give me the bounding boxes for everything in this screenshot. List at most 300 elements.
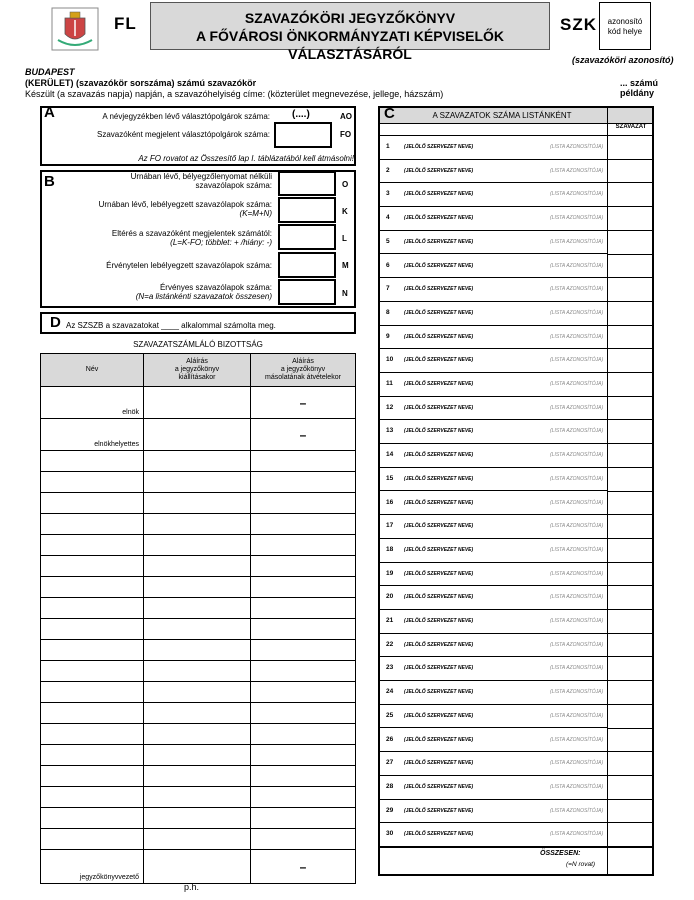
list-row-number: 15 bbox=[386, 474, 394, 482]
b-row-l-label bbox=[60, 229, 272, 247]
nominating-org-name: (JELÖLŐ SZERVEZET NEVE) bbox=[404, 689, 474, 696]
name-cell[interactable] bbox=[41, 745, 144, 766]
count-times-text: Az SZSZB a szavazatokat ____ alkalommal számolta meg. bbox=[66, 321, 276, 330]
vote-cell-divider[interactable] bbox=[607, 728, 654, 729]
committee-table bbox=[40, 353, 356, 884]
vote-cell-divider[interactable] bbox=[607, 491, 654, 492]
list-identifier: (LISTA AZONOSÍTÓJA) bbox=[550, 286, 604, 293]
section-b-letter: B bbox=[44, 173, 55, 190]
vote-cell-divider[interactable] bbox=[607, 277, 654, 278]
vote-cell-divider[interactable] bbox=[607, 822, 654, 823]
made-line: Készült (a szavazás napja) napján, a szavazóhelyiség címe: (közterület megnevezése, jellege, házszám) bbox=[25, 89, 444, 99]
registered-voters-value: (....) bbox=[292, 109, 310, 120]
signature-cell[interactable] bbox=[251, 766, 356, 787]
name-cell[interactable] bbox=[41, 598, 144, 619]
list-row-number: 28 bbox=[386, 782, 394, 790]
list-identifier: (LISTA AZONOSÍTÓJA) bbox=[550, 191, 604, 198]
list-row-number: 17 bbox=[386, 522, 394, 530]
signature-cell[interactable] bbox=[251, 451, 356, 472]
vote-cell-divider[interactable] bbox=[607, 633, 654, 634]
nominating-org-name: (JELÖLŐ SZERVEZET NEVE) bbox=[404, 665, 474, 672]
nominating-org-name: (JELÖLŐ SZERVEZET NEVE) bbox=[404, 191, 474, 198]
stamp-place: p.h. bbox=[184, 882, 200, 892]
nominating-org-name: (JELÖLŐ SZERVEZET NEVE) bbox=[404, 428, 474, 435]
list-identifier: (LISTA AZONOSÍTÓJA) bbox=[550, 831, 604, 838]
list-row-number: 19 bbox=[386, 569, 394, 577]
coat-of-arms-icon bbox=[50, 6, 100, 52]
table-row bbox=[41, 387, 356, 419]
col-sign-issue-1: Aláírás bbox=[186, 358, 208, 365]
signature-cell[interactable] bbox=[251, 556, 356, 577]
list-row-number: 24 bbox=[386, 688, 394, 696]
signature-cell[interactable] bbox=[144, 682, 251, 703]
col-name: Név bbox=[41, 354, 144, 387]
table-row bbox=[41, 829, 356, 850]
vote-cell-divider[interactable] bbox=[607, 609, 654, 610]
list-identifier: (LISTA AZONOSÍTÓJA) bbox=[550, 475, 604, 482]
name-cell[interactable] bbox=[41, 724, 144, 745]
list-row bbox=[380, 420, 607, 444]
list-identifier: (LISTA AZONOSÍTÓJA) bbox=[550, 499, 604, 506]
b-row-m-label-1: Érvénytelen lebélyegzett szavazólapok száma: bbox=[106, 261, 272, 270]
list-identifier: (LISTA AZONOSÍTÓJA) bbox=[550, 523, 604, 530]
nominating-org-name: (JELÖLŐ SZERVEZET NEVE) bbox=[404, 357, 474, 364]
list-identifier: (LISTA AZONOSÍTÓJA) bbox=[550, 665, 604, 672]
list-row bbox=[380, 136, 607, 160]
table-row bbox=[41, 766, 356, 787]
nominating-org-name: (JELÖLŐ SZERVEZET NEVE) bbox=[404, 736, 474, 743]
signature-cell[interactable] bbox=[144, 598, 251, 619]
role-vice-chair[interactable]: elnökhelyettes bbox=[41, 419, 144, 451]
table-row bbox=[41, 640, 356, 661]
code-m: M bbox=[342, 261, 349, 270]
signature-cell[interactable] bbox=[144, 535, 251, 556]
list-row bbox=[380, 231, 607, 255]
vote-cell-divider[interactable] bbox=[607, 348, 654, 349]
signature-cell[interactable] bbox=[144, 577, 251, 598]
table-row bbox=[41, 514, 356, 535]
list-row bbox=[380, 586, 607, 610]
table-row bbox=[41, 535, 356, 556]
list-row bbox=[380, 492, 607, 516]
table-row bbox=[41, 451, 356, 472]
nominating-org-name: (JELÖLŐ SZERVEZET NEVE) bbox=[404, 594, 474, 601]
list-row-number: 29 bbox=[386, 806, 394, 814]
list-identifier: (LISTA AZONOSÍTÓJA) bbox=[550, 404, 604, 411]
list-identifier: (LISTA AZONOSÍTÓJA) bbox=[550, 760, 604, 767]
signature-cell[interactable] bbox=[251, 493, 356, 514]
signature-cell[interactable] bbox=[144, 556, 251, 577]
nominating-org-name: (JELÖLŐ SZERVEZET NEVE) bbox=[404, 262, 474, 269]
name-cell[interactable] bbox=[41, 682, 144, 703]
list-identifier: (LISTA AZONOSÍTÓJA) bbox=[550, 144, 604, 150]
list-row bbox=[380, 823, 607, 847]
signature-cell[interactable] bbox=[251, 787, 356, 808]
table-row bbox=[41, 419, 356, 451]
signature-cell[interactable] bbox=[251, 472, 356, 493]
signature-cell[interactable] bbox=[251, 598, 356, 619]
signature-cell[interactable] bbox=[144, 640, 251, 661]
list-row-number: 7 bbox=[386, 285, 390, 293]
nominating-org-name: (JELÖLŐ SZERVEZET NEVE) bbox=[404, 452, 474, 459]
nominating-org-name: (JELÖLŐ SZERVEZET NEVE) bbox=[404, 333, 474, 340]
table-row bbox=[41, 724, 356, 745]
list-row bbox=[380, 444, 607, 468]
list-row-number: 30 bbox=[386, 830, 394, 838]
list-identifier: (LISTA AZONOSÍTÓJA) bbox=[550, 618, 604, 624]
list-identifier: (LISTA AZONOSÍTÓJA) bbox=[550, 783, 604, 790]
signature-cell[interactable] bbox=[144, 745, 251, 766]
nominating-org-name: (JELÖLŐ SZERVEZET NEVE) bbox=[404, 618, 474, 624]
stamped-ballots-input[interactable] bbox=[278, 197, 336, 223]
vote-cell-divider[interactable] bbox=[607, 159, 654, 160]
signature-cell[interactable] bbox=[251, 808, 356, 829]
list-row bbox=[380, 207, 607, 231]
list-identifier: (LISTA AZONOSÍTÓJA) bbox=[550, 546, 604, 553]
table-row bbox=[41, 556, 356, 577]
list-identifier: (LISTA AZONOSÍTÓJA) bbox=[550, 167, 604, 174]
code-k: K bbox=[342, 207, 348, 216]
signature-cell[interactable]: – bbox=[251, 419, 356, 451]
role-chair[interactable]: elnök bbox=[41, 387, 144, 419]
list-row bbox=[380, 563, 607, 587]
vote-cell-divider[interactable] bbox=[607, 680, 654, 681]
list-row-number: 26 bbox=[386, 735, 394, 743]
vote-cell-divider[interactable] bbox=[607, 206, 654, 207]
list-row bbox=[380, 681, 607, 705]
nominating-org-name: (JELÖLŐ SZERVEZET NEVE) bbox=[404, 309, 474, 316]
list-row bbox=[380, 610, 607, 634]
col-sign-copy-2: a jegyzőkönyv bbox=[280, 366, 326, 373]
appeared-voters-input[interactable] bbox=[274, 122, 332, 148]
list-row-number: 9 bbox=[386, 332, 390, 340]
list-identifier: (LISTA AZONOSÍTÓJA) bbox=[550, 689, 604, 696]
vote-cell-divider[interactable] bbox=[607, 538, 654, 539]
signature-cell[interactable] bbox=[144, 808, 251, 829]
name-cell[interactable] bbox=[41, 640, 144, 661]
city-label: BUDAPEST bbox=[25, 67, 75, 77]
col-sign-copy-1: Aláírás bbox=[292, 358, 314, 365]
nominating-org-name: (JELÖLŐ SZERVEZET NEVE) bbox=[404, 404, 474, 411]
signature-cell[interactable]: – bbox=[251, 387, 356, 419]
table-row bbox=[41, 745, 356, 766]
list-top-divider bbox=[380, 135, 654, 136]
id-caption: (szavazóköri azonosító) bbox=[572, 55, 674, 65]
list-row-number: 13 bbox=[386, 427, 394, 435]
form-code-right: SZK bbox=[560, 15, 597, 34]
list-row-number: 16 bbox=[386, 498, 394, 506]
list-row-number: 8 bbox=[386, 308, 390, 316]
vote-cell-divider[interactable] bbox=[607, 467, 654, 468]
name-cell[interactable] bbox=[41, 661, 144, 682]
vote-cell-divider[interactable] bbox=[607, 254, 654, 255]
vote-cell-divider[interactable] bbox=[607, 230, 654, 231]
document-title bbox=[150, 2, 550, 62]
name-cell[interactable] bbox=[41, 514, 144, 535]
b-row-k-label-1: Urnában lévő, lebélyegzett szavazólapok száma: bbox=[98, 200, 272, 209]
name-cell[interactable] bbox=[41, 535, 144, 556]
difference-input[interactable] bbox=[278, 224, 336, 250]
table-row bbox=[41, 787, 356, 808]
name-cell[interactable] bbox=[41, 493, 144, 514]
vote-cell-divider[interactable] bbox=[607, 751, 654, 752]
signature-cell[interactable]: – bbox=[251, 850, 356, 884]
table-row bbox=[41, 577, 356, 598]
list-identifier: (LISTA AZONOSÍTÓJA) bbox=[550, 215, 604, 222]
list-identifier: (LISTA AZONOSÍTÓJA) bbox=[550, 262, 604, 269]
list-row bbox=[380, 255, 607, 279]
form-code-left: FL bbox=[114, 14, 137, 33]
signature-cell[interactable] bbox=[251, 577, 356, 598]
col-sign-issue bbox=[144, 354, 251, 387]
list-identifier: (LISTA AZONOSÍTÓJA) bbox=[550, 357, 604, 364]
list-row bbox=[380, 183, 607, 207]
signature-cell[interactable] bbox=[144, 661, 251, 682]
code-fo: FO bbox=[340, 130, 352, 139]
vote-cell-divider[interactable] bbox=[607, 301, 654, 302]
signature-cell[interactable] bbox=[144, 387, 251, 419]
list-identifier: (LISTA AZONOSÍTÓJA) bbox=[550, 712, 604, 719]
name-cell[interactable] bbox=[41, 829, 144, 850]
name-cell[interactable] bbox=[41, 703, 144, 724]
nominating-org-name: (JELÖLŐ SZERVEZET NEVE) bbox=[404, 238, 474, 245]
signature-cell[interactable] bbox=[144, 472, 251, 493]
col-sign-issue-3: kiállításakor bbox=[178, 374, 216, 381]
list-row bbox=[380, 373, 607, 397]
vote-cell-divider[interactable] bbox=[607, 182, 654, 183]
name-cell[interactable] bbox=[41, 472, 144, 493]
list-row bbox=[380, 539, 607, 563]
list-identifier: (LISTA AZONOSÍTÓJA) bbox=[550, 736, 604, 743]
vote-cell-divider[interactable] bbox=[607, 656, 654, 657]
list-identifier: (LISTA AZONOSÍTÓJA) bbox=[550, 333, 604, 340]
nominating-org-name: (JELÖLŐ SZERVEZET NEVE) bbox=[404, 499, 474, 506]
nominating-org-name: (JELÖLŐ SZERVEZET NEVE) bbox=[404, 712, 474, 719]
nominating-org-name: (JELÖLŐ SZERVEZET NEVE) bbox=[404, 783, 474, 790]
signature-cell[interactable] bbox=[144, 514, 251, 535]
fo-note: Az FO rovatot az Összesítő lap I. táblázatából kell átmásolni! bbox=[138, 154, 354, 163]
b-row-o-label-1: Urnában lévő, bélyegzőlenyomat nélküli bbox=[130, 172, 272, 181]
total-sublabel: (=N rovat) bbox=[566, 861, 596, 868]
nominating-org-name: (JELÖLŐ SZERVEZET NEVE) bbox=[404, 546, 474, 553]
list-row-number: 12 bbox=[386, 403, 394, 411]
list-identifier: (LISTA AZONOSÍTÓJA) bbox=[550, 570, 604, 577]
nominating-org-name: (JELÖLŐ SZERVEZET NEVE) bbox=[404, 831, 474, 838]
b-row-o-label bbox=[60, 172, 272, 190]
col-sign-issue-2: a jegyzőkönyv bbox=[174, 366, 220, 373]
signature-cell[interactable] bbox=[144, 419, 251, 451]
votes-column-header: SZAVAZAT bbox=[615, 124, 647, 130]
code-ao: AO bbox=[340, 112, 352, 121]
list-identifier: (LISTA AZONOSÍTÓJA) bbox=[550, 594, 604, 601]
table-row bbox=[41, 808, 356, 829]
signature-cell[interactable] bbox=[251, 682, 356, 703]
vote-cell-divider[interactable] bbox=[607, 562, 654, 563]
name-cell[interactable] bbox=[41, 808, 144, 829]
list-row-number: 14 bbox=[386, 451, 394, 459]
id-box-line-1: azonosító bbox=[607, 17, 643, 26]
list-row-number: 27 bbox=[386, 759, 394, 767]
list-row-number: 20 bbox=[386, 593, 394, 601]
list-row bbox=[380, 634, 607, 658]
list-row-number: 21 bbox=[386, 617, 394, 624]
vote-cell-divider[interactable] bbox=[607, 704, 654, 705]
signature-cell[interactable] bbox=[144, 787, 251, 808]
list-row-number: 1 bbox=[386, 143, 390, 150]
nominating-org-name: (JELÖLŐ SZERVEZET NEVE) bbox=[404, 144, 474, 150]
b-row-n-label-1: Érvényes szavazólapok száma: bbox=[159, 283, 272, 292]
nominating-org-name: (JELÖLŐ SZERVEZET NEVE) bbox=[404, 641, 474, 648]
list-identifier: (LISTA AZONOSÍTÓJA) bbox=[550, 309, 604, 316]
title-line-1: SZAVAZÓKÖRI JEGYZŐKÖNYV bbox=[244, 10, 456, 26]
list-row bbox=[380, 729, 607, 753]
nominating-org-name: (JELÖLŐ SZERVEZET NEVE) bbox=[404, 167, 474, 174]
signature-cell[interactable] bbox=[251, 703, 356, 724]
signature-cell[interactable] bbox=[144, 703, 251, 724]
list-row bbox=[380, 326, 607, 350]
signature-cell[interactable] bbox=[251, 640, 356, 661]
table-row bbox=[41, 703, 356, 724]
total-label: ÖSSZESEN: bbox=[540, 850, 581, 857]
table-row bbox=[41, 598, 356, 619]
vote-cell-divider[interactable] bbox=[607, 585, 654, 586]
list-row bbox=[380, 468, 607, 492]
unstamped-ballots-input[interactable] bbox=[278, 171, 336, 196]
committee-title: SZAVAZATSZÁMLÁLÓ BIZOTTSÁG bbox=[133, 340, 263, 349]
b-row-k-label bbox=[60, 200, 272, 218]
list-identifier: (LISTA AZONOSÍTÓJA) bbox=[550, 238, 604, 245]
vote-cell-divider[interactable] bbox=[607, 325, 654, 326]
list-row-number: 25 bbox=[386, 711, 394, 719]
district-line: (KERÜLET) (szavazókör sorszáma) számú szavazókör bbox=[25, 78, 257, 88]
list-identifier: (LISTA AZONOSÍTÓJA) bbox=[550, 381, 604, 387]
name-cell[interactable] bbox=[41, 787, 144, 808]
signature-cell[interactable] bbox=[144, 766, 251, 787]
list-identifier: (LISTA AZONOSÍTÓJA) bbox=[550, 452, 604, 459]
b-row-n-label-2: (N=a listánkénti szavazatok összesen) bbox=[135, 292, 272, 301]
role-clerk[interactable]: jegyzőkönyvvezető bbox=[41, 850, 144, 884]
nominating-org-name: (JELÖLŐ SZERVEZET NEVE) bbox=[404, 570, 474, 577]
signature-cell[interactable] bbox=[144, 493, 251, 514]
signature-cell[interactable] bbox=[144, 619, 251, 640]
section-c-title: A SZAVAZATOK SZÁMA LISTÁNKÉNT bbox=[432, 111, 572, 120]
signature-cell[interactable] bbox=[251, 745, 356, 766]
nominating-org-name: (JELÖLŐ SZERVEZET NEVE) bbox=[404, 475, 474, 482]
section-d-letter: D bbox=[50, 314, 61, 331]
list-row-number: 23 bbox=[386, 664, 394, 672]
list-row bbox=[380, 657, 607, 681]
table-row bbox=[41, 661, 356, 682]
vote-cell-divider[interactable] bbox=[607, 775, 654, 776]
nominating-org-name: (JELÖLŐ SZERVEZET NEVE) bbox=[404, 286, 474, 293]
section-c-letter: C bbox=[384, 105, 395, 122]
list-row-number: 4 bbox=[386, 214, 390, 222]
list-row-number: 2 bbox=[386, 166, 390, 174]
signature-cell[interactable] bbox=[144, 724, 251, 745]
vote-cell-divider[interactable] bbox=[607, 372, 654, 373]
vote-cell-divider[interactable] bbox=[607, 514, 654, 515]
name-cell[interactable] bbox=[41, 556, 144, 577]
list-row-number: 22 bbox=[386, 640, 394, 648]
name-cell[interactable] bbox=[41, 577, 144, 598]
invalid-ballots-input[interactable] bbox=[278, 252, 336, 278]
col-sign-copy-3: másolatának átvételekor bbox=[265, 374, 341, 381]
list-identifier: (LISTA AZONOSÍTÓJA) bbox=[550, 428, 604, 435]
list-row-number: 6 bbox=[386, 261, 390, 269]
registered-voters-label: A névjegyzékben lévő választópolgárok száma: bbox=[102, 112, 270, 121]
nominating-org-name: (JELÖLŐ SZERVEZET NEVE) bbox=[404, 807, 474, 814]
list-row-number: 10 bbox=[386, 356, 394, 364]
valid-ballots-input[interactable] bbox=[278, 279, 336, 305]
name-cell[interactable] bbox=[41, 766, 144, 787]
list-row bbox=[380, 752, 607, 776]
signature-cell[interactable] bbox=[251, 661, 356, 682]
list-row-number: 3 bbox=[386, 190, 390, 198]
list-row-number: 18 bbox=[386, 545, 394, 553]
list-row bbox=[380, 160, 607, 184]
vote-cell-divider[interactable] bbox=[607, 443, 654, 444]
signature-cell[interactable] bbox=[251, 829, 356, 850]
list-row bbox=[380, 800, 607, 824]
code-n: N bbox=[342, 289, 348, 298]
list-row-number: 11 bbox=[386, 380, 393, 387]
nominating-org-name: (JELÖLŐ SZERVEZET NEVE) bbox=[404, 215, 474, 222]
list-row-number: 5 bbox=[386, 237, 390, 245]
nominating-org-name: (JELÖLŐ SZERVEZET NEVE) bbox=[404, 523, 474, 530]
name-cell[interactable] bbox=[41, 619, 144, 640]
b-row-l-label-2: (L=K-FO; többlet: + /hiány: -) bbox=[170, 238, 272, 247]
list-row bbox=[380, 776, 607, 800]
nominating-org-name: (JELÖLŐ SZERVEZET NEVE) bbox=[404, 381, 474, 387]
list-row bbox=[380, 349, 607, 373]
b-row-m-label bbox=[60, 261, 272, 270]
id-code-box bbox=[599, 2, 651, 50]
signature-cell[interactable] bbox=[144, 451, 251, 472]
list-identifier: (LISTA AZONOSÍTÓJA) bbox=[550, 807, 604, 814]
table-row bbox=[41, 619, 356, 640]
nominating-org-name: (JELÖLŐ SZERVEZET NEVE) bbox=[404, 760, 474, 767]
signature-cell[interactable] bbox=[144, 850, 251, 884]
signature-cell[interactable] bbox=[251, 724, 356, 745]
signature-cell[interactable] bbox=[144, 829, 251, 850]
total-divider bbox=[380, 847, 654, 848]
code-l: L bbox=[342, 234, 347, 243]
table-row bbox=[41, 682, 356, 703]
signature-cell[interactable] bbox=[251, 535, 356, 556]
id-box-line-2: kód helye bbox=[607, 27, 643, 36]
vote-cell-divider[interactable] bbox=[607, 799, 654, 800]
table-row bbox=[41, 472, 356, 493]
copies-label: ... számú példány bbox=[620, 78, 659, 98]
table-row bbox=[41, 493, 356, 514]
vote-cell-divider[interactable] bbox=[607, 396, 654, 397]
title-line-2: A FŐVÁROSI ÖNKORMÁNYZATI KÉPVISELŐK VÁLASZTÁSÁRÓL bbox=[195, 28, 504, 62]
vote-cell-divider[interactable] bbox=[607, 419, 654, 420]
list-row bbox=[380, 302, 607, 326]
list-row bbox=[380, 705, 607, 729]
list-row bbox=[380, 515, 607, 539]
b-row-n-label bbox=[60, 283, 272, 301]
b-row-l-label-1: Eltérés a szavazóként megjelentek számától: bbox=[111, 229, 272, 238]
signature-cell[interactable] bbox=[251, 619, 356, 640]
b-row-o-label-2: szavazólapok száma: bbox=[195, 181, 272, 190]
list-identifier: (LISTA AZONOSÍTÓJA) bbox=[550, 641, 604, 648]
code-o: O bbox=[342, 180, 349, 189]
list-row bbox=[380, 397, 607, 421]
signature-cell[interactable] bbox=[251, 514, 356, 535]
b-row-k-label-2: (K=M+N) bbox=[239, 209, 272, 218]
name-cell[interactable] bbox=[41, 451, 144, 472]
